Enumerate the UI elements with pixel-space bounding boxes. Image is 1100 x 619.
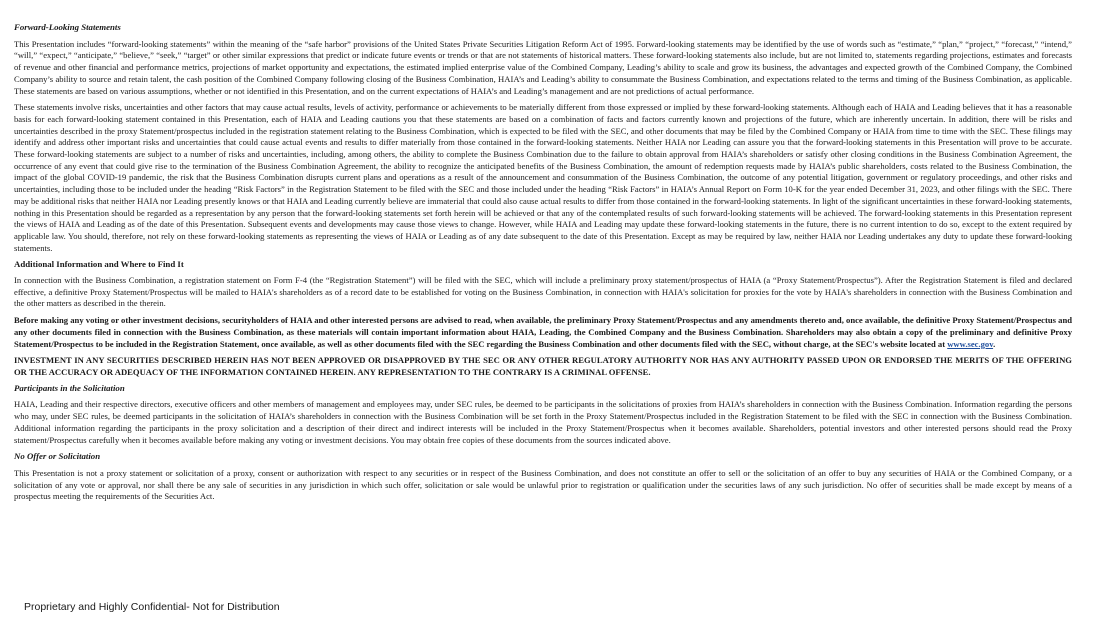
no-offer-paragraph: This Presentation is not a proxy statement or solicitation of a proxy, consent or authorization with respect to any securities or in respect of the Business Combination, and does not constitute an offer to sell or the solicitation of an offer to buy any securities of HAIA or the Combined Company, or a solicitation of any vote or approval, nor shall there be any sale of securities in any jurisdiction in which such offer, solicitation or sale would be unlawful prior to registration or qualification under the securities laws of any such jurisdiction. No offer of securities shall be made except by means of a prospectus meeting the requirements of the Securities Act. [14, 467, 1072, 502]
additional-info-paragraph-1: In connection with the Business Combination, a registration statement on Form F-4 (the “Registration Statement”) will be filed with the SEC, which will include a preliminary proxy statement/prospectus of HAIA (a “Proxy Statement/Prospectus”). After the Registration Statement is filed and declared effective, a definitive Proxy Statement/Prospectus will be mailed to HAIA's shareholders as of a record date to be established for voting on the Business Combination, in connection with HAIA's solicitation for proxies for the vote by HAIA's shareholders in connection with the Business Combination and the other matters as described in the therein. [14, 275, 1072, 309]
document-body [14, 22, 1072, 508]
participants-paragraph: HAIA, Leading and their respective directors, executive officers and other members of management and employees may, under SEC rules, be deemed to be participants in the solicitations of proxies from HAIA’s shareholders in connection with the Business Combination. Information regarding the persons who may, under SEC rules, be deemed participants in the solicitation of HAIA’s shareholders in connection with the Business Combination will be set forth in the Proxy Statement/Prospectus included in the Registration Statement to be filed with the SEC in connection with the Business Combination. Additional information regarding the participants in the proxy solicitation and a description of their direct and indirect interests will be included in the Proxy Statement/Prospectus when it becomes available. Shareholders, potential investors and other interested persons should read the Proxy statement/Prospectus carefully when it becomes available before making any voting or investment decisions. You may obtain free copies of these documents from the sources indicated above. [14, 399, 1072, 445]
additional-info-paragraph-2 [14, 315, 1072, 350]
sec-website-link[interactable]: www.sec.gov [947, 338, 994, 349]
sec-disclaimer: INVESTMENT IN ANY SECURITIES DESCRIBED HEREIN HAS NOT BEEN APPROVED OR DISAPPROVED BY THE SEC OR ANY OTHER REGULATORY AUTHORITY NOR HAS ANY AUTHORITY PASSED UPON OR ENDORSED THE MERITS OF THE OFFERING OR THE ACCURACY OR ADEQUACY OF THE INFORMATION CONTAINED HEREIN. ANY REPRESENTATION TO THE CONTRARY IS A CRIMINAL OFFENSE. [14, 355, 1072, 377]
participants-heading: Participants in the Solicitation [14, 382, 125, 393]
additional-info-heading: Additional Information and Where to Find It [14, 259, 184, 270]
advisory-tail: . [993, 338, 996, 349]
advisory-text: Before making any voting or other investment decisions, securityholders of HAIA and other interested persons are advised to read, when available, the preliminary Proxy Statement/Prospectus and any amendments thereto and, once available, the definitive Proxy Statement/Prospectus and any other documents filed in connection with the Business Combination, as these materials will contain important information about HAIA, Leading, the Combined Company and the Business Combination. Shareholders may also obtain a copy of the preliminary and definitive Proxy Statement/Prospectus to be included in the Registration Statement, once available, as well as other documents filed with the SEC regarding the Business Combination and other documents filed with the SEC, without charge, at the SEC's website located at [14, 315, 1072, 349]
no-offer-heading: No Offer or Solicitation [14, 451, 101, 462]
confidential-footer: Proprietary and Highly Confidential- Not for Distribution [24, 601, 280, 613]
fls-paragraph-1: This Presentation includes “forward-looking statements” within the meaning of the “safe harbor” provisions of the United States Private Securities Litigation Reform Act of 1995. Forward-looking statements may be identified by the use of words such as “estimate,” “plan,” “project,” “forecast,” “intend,” “will,” “expect,” “anticipate,” “believe,” “seek,” “target” or other similar expressions that predict or indicate future events or trends or that are not statements of historical matters. These forward-looking statements also include, but are not limited to, statements regarding projections, estimates and forecasts of revenue and other financial and performance metrics, projections of market opportunity and expectations, the estimated implied enterprise value of the Combined Company, Leading’s ability to scale and grow its business, the advantages and expected growth of the Combined Company, the Combined Company’s ability to source and retain talent, the cash position of the Combined Company following closing of the Business Combination, HAIA’s and Leading’s ability to consummate the Business Combination, and expectations related to the terms and timing of the Business Combination, as applicable. These statements are based on various assumptions, whether or not identified in this Presentation, and on the current expectations of HAIA’s and Leading’s management and are not predictions of actual performance. [14, 38, 1072, 96]
fls-paragraph-2: These statements involve risks, uncertainties and other factors that may cause actual results, levels of activity, performance or achievements to be materially different from those expressed or implied by these forward-looking statements. Although each of HAIA and Leading believes that it has a reasonable basis for each forward-looking statement contained in this Presentation, each of HAIA and Leading cautions you that these statements are based on a combination of facts and factors currently known and projections of the future, which are inherently uncertain. In addition, there will be risks and uncertainties described in the proxy Statement/prospectus included in the registration statement relating to the Business Combination, which is expected to be filed with the SEC, and other documents that may be filed by the Combined Company or HAIA from time to time with the SEC. These filings may identify and address other important risks and uncertainties that could cause actual events and results to differ materially from those contained in the forward-looking statements. Neither HAIA nor Leading can assure you that the forward-looking statements in this Presentation will prove to be accurate. These forward-looking statements are subject to a number of risks and uncertainties, including, among others, the ability to complete the Business Combination due to the failure to obtain approval from HAIA’s shareholders or satisfy other closing conditions in the Business Combination Agreement, the occurrence of any event that could give rise to the termination of the Business Combination Agreement, the ability to recognize the anticipated benefits of the Business Combination, the amount of redemption requests made by HAIA’s public shareholders, costs related to the Business Combination, the impact of the global COVID-19 pandemic, the risk that the Business Combination disrupts current plans and operations as a result of the announcement and consummation of the Business Combination, the outcome of any potential litigation, government or regulatory proceedings, and other risks and uncertainties, including those to be included under the heading “Risk Factors” in the Registration Statement to be filed with the SEC and those included under the heading “Risk Factors” in HAIA’s Annual Report on Form 10-K for the year ended December 31, 2023, and other filings with the SEC. There may be additional risks that neither HAIA nor Leading presently knows or that HAIA and Leading currently believe are immaterial that could also cause actual results to differ from those contained in the forward-looking statements. In light of the significant uncertainties in these forward-looking statements, nothing in this Presentation should be regarded as a representation by any person that the forward-looking statements set forth herein will be achieved or that any of the contemplated results of such forward-looking statements will be achieved. The forward-looking statements in this Presentation represent the views of HAIA and Leading as of the date of this Presentation. Subsequent events and developments may cause those views to change. However, while HAIA and Leading may update these forward-looking statements in the future, there is no current intention to do so, except to the extent required by applicable law. You should, therefore, not rely on these forward-looking statements as representing the views of HAIA or Leading as of any date subsequent to the date of this Presentation. Except as may be required by law, neither HAIA nor Leading undertakes any duty to update these forward-looking statements. [14, 102, 1072, 253]
fls-heading: Forward-Looking Statements [14, 22, 121, 32]
